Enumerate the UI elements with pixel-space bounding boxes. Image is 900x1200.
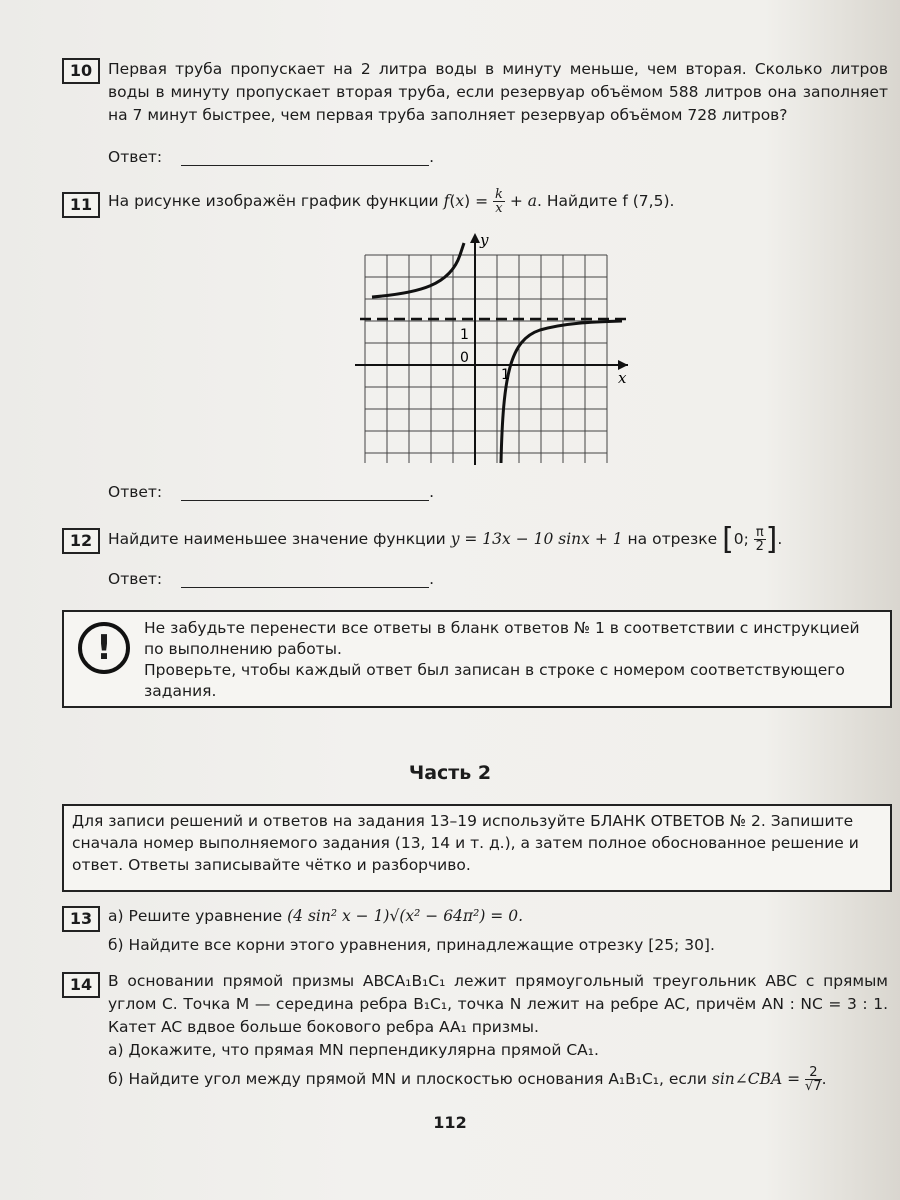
task-12-answer-row: Ответ: . <box>108 570 435 588</box>
task-number-14: 14 <box>62 972 100 998</box>
exclamation-icon: ! <box>78 622 130 674</box>
task-13-equation: (4 sin² x − 1)√(x² − 64π²) = 0. <box>287 907 523 925</box>
task-12-text-before: Найдите наименьшее значение функции <box>108 530 446 548</box>
task-11-text-after: . Найдите f (7,5). <box>537 192 675 210</box>
y-axis-arrow <box>470 233 480 243</box>
fraction-2-over-root7: $\frac{2}{√7}$ <box>805 1065 822 1094</box>
answer-label: Ответ: <box>108 483 163 501</box>
task-13-part-a-prefix: а) Решите уравнение <box>108 907 283 925</box>
task-11-answer-row: Ответ: . <box>108 483 435 501</box>
page-number: 112 <box>433 1113 467 1132</box>
task-11-text: На рисунке изображён график функции f(x) = $\frac{k}{x}$ + a. Найдите f (7,5). <box>108 187 675 216</box>
task-14-part-b-prefix: б) Найдите угол между прямой MN и плоскостью основания A₁B₁C₁, если <box>108 1070 707 1088</box>
task-10-answer-row: Ответ: . <box>108 148 435 166</box>
graph-grid <box>365 255 607 463</box>
task-12-text: Найдите наименьшее значение функции y = 13x − 10 sinx + 1 на отрезке [0; $\frac{\pi}{2}$ ]. <box>108 522 783 557</box>
fraction-k-over-x: $\frac{k}{x}$ <box>495 187 503 216</box>
notice-line-2: Проверьте, чтобы каждый ответ был записан в строке с номером соответствующего задания. <box>144 661 845 700</box>
y-tick-1: 1 <box>460 327 469 343</box>
task-number-10: 10 <box>62 58 100 84</box>
task-number-11: 11 <box>62 192 100 218</box>
task-11-text-before: На рисунке изображён график функции <box>108 192 439 210</box>
task-number-12: 12 <box>62 528 100 554</box>
answer-label: Ответ: <box>108 148 163 166</box>
answer-line[interactable] <box>181 149 429 166</box>
y-axis-label: y <box>480 231 489 249</box>
part-2-instructions-box <box>62 804 892 892</box>
task-number-13: 13 <box>62 906 100 932</box>
answer-line[interactable] <box>181 484 429 501</box>
answer-line[interactable] <box>181 571 429 588</box>
x-tick-1: 1 <box>501 367 510 383</box>
part-2-title: Часть 2 <box>408 762 492 784</box>
task-14-sin-formula: sin∠CBA = <box>711 1070 801 1088</box>
hyperbola-left-branch <box>372 243 464 297</box>
task-14-part-a: а) Докажите, что прямая MN перпендикулярна прямой CA₁. <box>108 1041 599 1059</box>
task-13-part-a <box>108 905 888 928</box>
notice-box <box>62 610 892 708</box>
function-graph <box>300 225 640 470</box>
task-14-part-b: б) Найдите угол между прямой MN и плоскостью основания A₁B₁C₁, если sin∠CBA = $\frac{2}{√7}$ . <box>108 1065 827 1094</box>
task-12-text-mid: на отрезке <box>627 530 718 548</box>
task-13-part-b: б) Найдите все корни этого уравнения, принадлежащие отрезку [25; 30]. <box>108 936 715 954</box>
part-2-instructions: Для записи решений и ответов на задания 13–19 используйте БЛАНК ОТВЕТОВ № 2. Запишите сначала номер выполняемого задания (13, 14 и т. д.), а затем полное обоснованное решение и ответ. Ответы записывайте чётко и разборчиво. <box>72 812 859 874</box>
notice-text <box>144 618 884 702</box>
x-axis-label: x <box>618 369 627 387</box>
answer-label: Ответ: <box>108 570 163 588</box>
notice-line-1: Не забудьте перенести все ответы в бланк ответов № 1 в соответствии с инструкцией по выполнению работы. <box>144 619 860 658</box>
fraction-pi-over-2: $\frac{\pi}{2}$ <box>755 525 764 554</box>
task-12-formula: y = 13x − 10 sinx + 1 <box>450 530 623 548</box>
origin-label: 0 <box>460 350 469 366</box>
task-10-text: Первая труба пропускает на 2 литра воды в минуту меньше, чем вторая. Сколько литров воды в минуту пропускает вторая труба, если резервуар объёмом 588 литров она заполняет на 7 минут быстрее, чем первая труба заполняет резервуар объёмом 728 литров? <box>108 60 888 124</box>
interval-left: 0; <box>733 530 749 548</box>
task-14-text: В основании прямой призмы ABCA₁B₁C₁ лежит прямоугольный треугольник ABC с прямым углом C. Точка M — середина ребра B₁C₁, точка N лежит на ребре AC, причём AN : NC = 3 : 1. Катет AC вдвое больше бокового ребра AA₁ призмы. <box>108 972 888 1036</box>
